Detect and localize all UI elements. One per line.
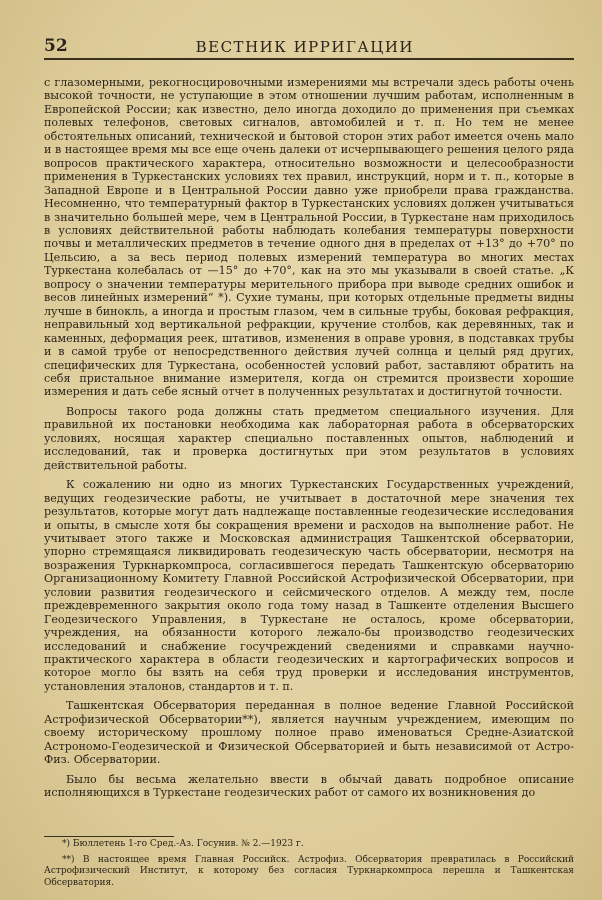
paragraph: с глазомерными, рекогносцировочными измерениями мы встречали здесь работы очень высокой точности, не уступающие в этом отношении лучшим работам, исполненным в Европейской России; как известно, дело иногда доходило до применения при съемках полевых телефонов, световых сигналов, автомобилей и т. п. Но тем не менее обстоятельных описаний, технической и бытовой сторон этих работ имеется очень мало и в настоящее время мы все еще очень далеки от исчерпывающего решения целого ряда вопросов практического характера, относительно возможности и целесообразности применения в Туркестанских условиях тех правил, инструкций, норм и т. п., которые в Западной Европе и в Центральной России давно уже приобрели права гражданства. Несомненно, что температурный фактор в Туркестанских условиях должен учитываться в значительно большей мере, чем в Центральной России, в Туркестане нам приходилось в условиях действительной работы наблюдать колебания температуры поверхности почвы и металлических предметов в течение одного дня в пределах от +13° до +70° по Цельсию, а за весь период полевых измерений температура во многих местах Туркестана колебалась от —15° до +70°, как на это мы указывали в своей статье. „К вопросу о значении температуры мерительного прибора при выводе средних ошибок и весов линейных измерений“ *). Сухие туманы, при которых отдельные предметы видны лучше в бинокль, а иногда и простым глазом, чем в сильные трубы, боковая рефракция, неправильный ход вертикальной рефракции, кручение столбов, как деревянных, так и каменных, деформация реек, штативов, изменения в оправе уровня, в подставках трубы и в самой трубе от непосредственного действия лучей солнца и целый ряд других, специфических для Туркестана, особенностей условий работ, заставляют обратить на себя пристальное внимание измерителя, когда он стремится произвести хорошие измерения и дать себе ясный отчет в полученных результатах и достигнутой точности. [44,76,574,399]
footnote-divider [44,836,174,837]
paragraph: К сожалению ни одно из многих Туркестанских Государственных учреждений, ведущих геодезические работы, не учитывает в достаточной мере значения тех результатов, которые могут дать надлежаще поставленные геодезические исследования и опыты, в смысле хотя бы сокращения времени и расходов на выполнение работ. Не учитывает этого также и Московская администрация Ташкентской обсерватории, упорно стремящаяся ликвидировать геодезическую часть обсерватории, несмотря на возражения Туркнаркомпроса, согласившегося передать Ташкентскую обсерваторию Организационному Комитету Главной Российской Астрофизической Обсерватории, при условии развития геодезического и сейсмического отделов. А между тем, после преждевременного закрытия около года тому назад в Ташкенте отделения Высшего Геодезического Управления, в Туркестане не осталось, кроме обсерватории, учреждения, на обязанности которого лежало-бы производство геодезических исследований и снабжение госучреждений сведениями и справками научно-практического характера в области геодезических и картографических вопросов и которое могло бы взять на себя труд проверки и исследования инструментов, установления эталонов, стандартов и т. п. [44,478,574,693]
article-body [44,76,574,800]
footnote: **) В настоящее время Главная Российск. Астрофиз. Обсерватория превратилась в Российский Астрофизический Институт, к которому без согласия Туркнаркомпроса перешла и Ташкентская Обсерватория. [44,854,574,888]
paragraph: Вопросы такого рода должны стать предметом специального изучения. Для правильной их постановки необходима как лабораторная работа в обсерваторских условиях, носящая характер специально поставленных опытов, наблюдений и исследований, так и проверка достигнутых при этом результатов в условиях действительной работы. [44,404,574,472]
paragraph: Ташкентская Обсерватория переданная в полное ведение Главной Российской Астрофизической Обсерватории**), является научным учреждением, имеющим по своему историческому прошлому полное право именоваться Средне-Азиатской Астрономо-Геодезической и Физической Обсерваторией и быть независимой от Астро-Физ. Обсерватории. [44,699,574,767]
footnote: *) Бюллетень 1-го Сред.-Аз. Госунив. № 2.—1923 г. [62,839,304,849]
footnotes [44,836,574,893]
paragraph: Было бы весьма желательно ввести в обычай давать подробное описание исполняющихся в Туркестане геодезических работ от самого их возникновения до [44,772,574,800]
running-header [44,28,574,60]
page-number: 52 [44,36,68,56]
journal-title: ВЕСТНИК ИРРИГАЦИИ [195,38,414,56]
